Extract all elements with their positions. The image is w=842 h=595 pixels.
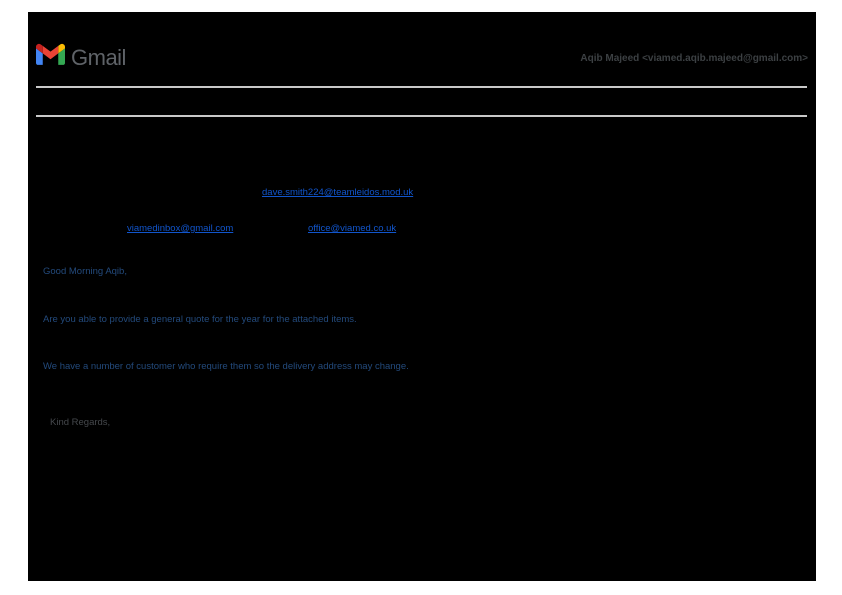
email-print-page <box>28 12 816 581</box>
gmail-wordmark: Gmail <box>71 45 126 70</box>
subject-divider-top <box>36 86 807 88</box>
sender-email-link[interactable]: dave.smith224@teamleidos.mod.uk <box>262 187 414 198</box>
account-owner-label: Aqib Majeed <viamed.aqib.majeed@gmail.com> <box>580 53 808 64</box>
body-greeting: Good Morning Aqib, <box>43 266 127 277</box>
gmail-logo-icon <box>36 43 65 65</box>
recipient-email-link[interactable]: viamedinbox@gmail.com <box>127 223 234 234</box>
body-line-1: Are you able to provide a general quote for the year for the attached items. <box>43 314 357 325</box>
cc-email-link[interactable]: office@viamed.co.uk <box>308 223 397 234</box>
subject-divider-bottom <box>36 115 807 117</box>
body-signoff: Kind Regards, <box>50 417 111 428</box>
body-line-2: We have a number of customer who require them so the delivery address may change. <box>43 361 409 372</box>
